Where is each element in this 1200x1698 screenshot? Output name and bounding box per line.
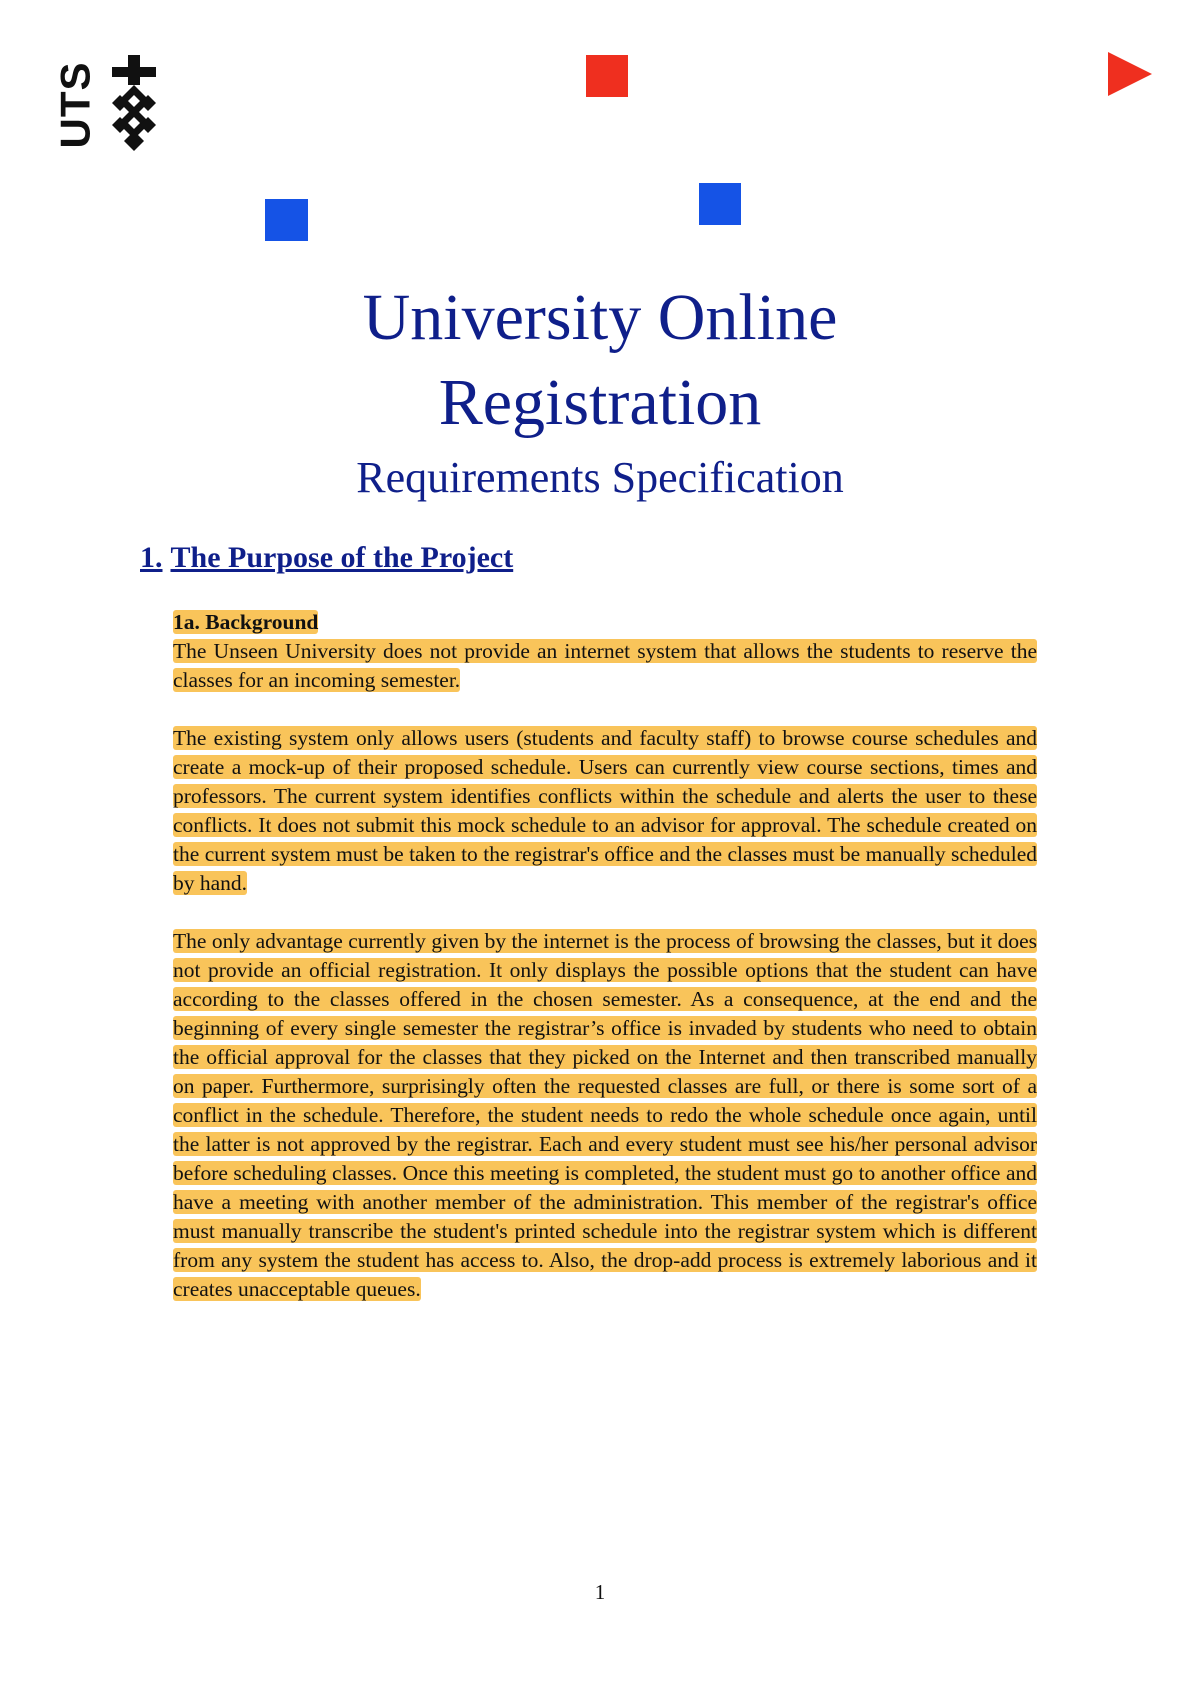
subsection-heading: 1a. Background <box>173 610 319 634</box>
section-heading <box>140 538 513 578</box>
highlighted-text: The only advantage currently given by the internet is the process of browsing the classes, but it does not provide an official registration. It only displays the possible options that the student can have according to the classes offered in the chosen semester. As a consequence, at the end and the beginning of every single semester the registrar’s office is invaded by students who need to obtain the official approval for the classes that they picked on the Internet and then transcribed manually on paper. Furthermore, surprisingly often the requested classes are full, or there is some sort of a conflict in the schedule. Therefore, the student needs to redo the whole schedule once again, until the latter is not approved by the registrar. Each and every student must see his/her personal advisor before scheduling classes. Once this meeting is completed, the student must go to another office and have a meeting with another member of the administration. This member of the registrar's office must manually transcribe the student's printed schedule into the registrar system which is different from any system the student has access to. Also, the drop-add process is extremely laborious and it creates unacceptable queues. <box>173 929 1037 1301</box>
uts-logo <box>50 55 170 165</box>
highlighted-text: The Unseen University does not provide an internet system that allows the students to reserve the classes for an incoming semester. <box>173 639 1037 692</box>
section-body <box>173 608 1037 1333</box>
blue-square-decoration-right <box>699 183 741 225</box>
paragraph-3 <box>173 927 1037 1304</box>
blue-square-decoration-left <box>265 199 308 241</box>
paragraph-2 <box>173 724 1037 898</box>
section-number: 1. <box>140 541 163 574</box>
section-title: The Purpose of the Project <box>170 541 514 574</box>
document-subtitle: Requirements Specification <box>356 453 844 502</box>
document-title-line1: University Online <box>362 281 838 354</box>
paragraph-1 <box>173 637 1037 695</box>
document-title-line2: Registration <box>438 366 762 439</box>
uts-crest-icon <box>106 55 162 155</box>
highlighted-text: The existing system only allows users (students and faculty staff) to browse course schedules and create a mock-up of their proposed schedule. Users can currently view course sections, times and professors. The current system identifies conflicts within the schedule and alerts the user to these conflicts. It does not submit this mock schedule to an advisor for approval. The schedule created on the current system must be taken to the registrar's office and the classes must be manually scheduled by hand. <box>173 726 1037 895</box>
red-triangle-decoration <box>1108 52 1152 96</box>
page-number: 1 <box>594 1580 606 1604</box>
logo-text: UTS <box>51 61 98 149</box>
red-square-decoration <box>586 55 628 97</box>
